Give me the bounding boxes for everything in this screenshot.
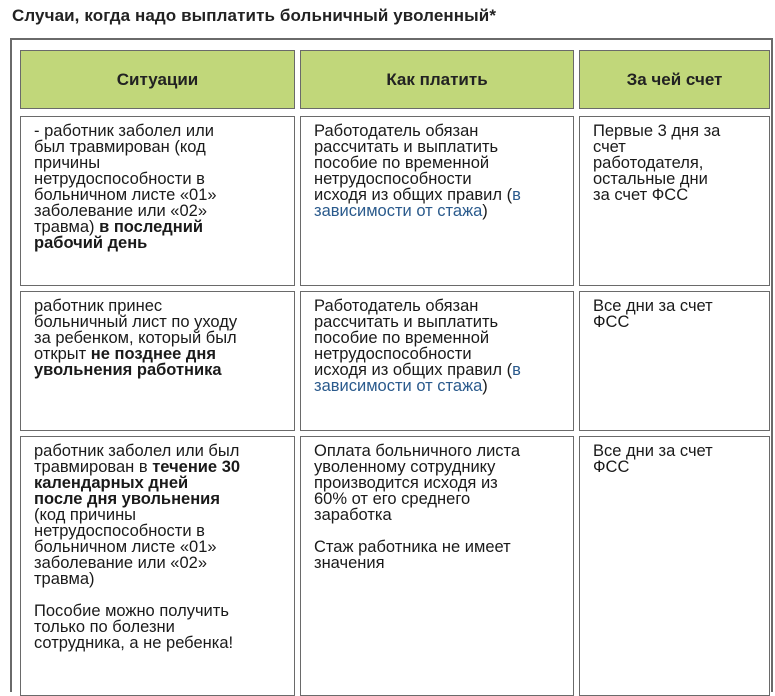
page-title: Случаи, когда надо выплатить больничный уволенный*	[12, 6, 497, 25]
situation-plain: работник заболел или был травмирован в	[34, 442, 240, 476]
situation-plain: работник принес больничный лист по уходу за ребенком, который был открыт	[34, 297, 238, 363]
situation-text	[34, 123, 286, 251]
table-row-3-how	[300, 436, 574, 696]
header-situations: Ситуации	[20, 50, 295, 109]
table-row-2-how	[300, 291, 574, 431]
table-row-3-situation	[20, 436, 295, 696]
table-row-3-who	[579, 436, 770, 696]
situation-text	[34, 443, 286, 651]
who-text: Первые 3 дня за счет работодателя, остальные дни за счет ФСС	[593, 122, 721, 204]
situation-text	[34, 298, 286, 378]
header-how-to-pay: Как платить	[300, 50, 574, 109]
how-tail: )	[482, 377, 488, 395]
situation-bold: в последний рабочий день	[34, 218, 203, 252]
how-plain: Оплата больничного листа уволенному сотруднику производится исходя из 60% от его среднего заработка	[314, 442, 521, 524]
situation-plain-2: (код причины нетрудоспособности в больничном листе «01» заболевание или «02» травма)	[34, 506, 217, 588]
how-text	[314, 123, 565, 219]
payment-cases-table	[10, 38, 773, 692]
how-note: Стаж работника не имеет значения	[314, 538, 511, 572]
table-row-2-situation	[20, 291, 295, 431]
table-row-2-who	[579, 291, 770, 431]
table-row-1-situation	[20, 116, 295, 286]
header-who-pays: За чей счет	[579, 50, 770, 109]
how-text	[314, 298, 565, 394]
seniority-link[interactable]: в зависимости от стажа	[314, 361, 521, 395]
table-row-1-who	[579, 116, 770, 286]
seniority-link[interactable]: в зависимости от стажа	[314, 186, 521, 220]
situation-plain: - работник заболел или был травмирован (код причины нетрудоспособности в больничном листе «01» заболевание или «02» травма)	[34, 122, 217, 236]
table-row-1-how	[300, 116, 574, 286]
situation-note: Пособие можно получить только по болезни сотрудника, а не ребенка!	[34, 602, 234, 652]
how-plain: Работодатель обязан рассчитать и выплатить пособие по временной нетрудоспособности исходя из общих правил (	[314, 122, 513, 204]
how-tail: )	[482, 202, 488, 220]
who-text: Все дни за счет ФСС	[593, 442, 713, 476]
how-text	[314, 443, 565, 571]
how-plain: Работодатель обязан рассчитать и выплатить пособие по временной нетрудоспособности исходя из общих правил (	[314, 297, 513, 379]
situation-bold: не позднее дня увольнения работника	[34, 345, 222, 379]
who-text: Все дни за счет ФСС	[593, 297, 713, 331]
situation-bold: течение 30 календарных дней после дня увольнения	[34, 458, 241, 508]
